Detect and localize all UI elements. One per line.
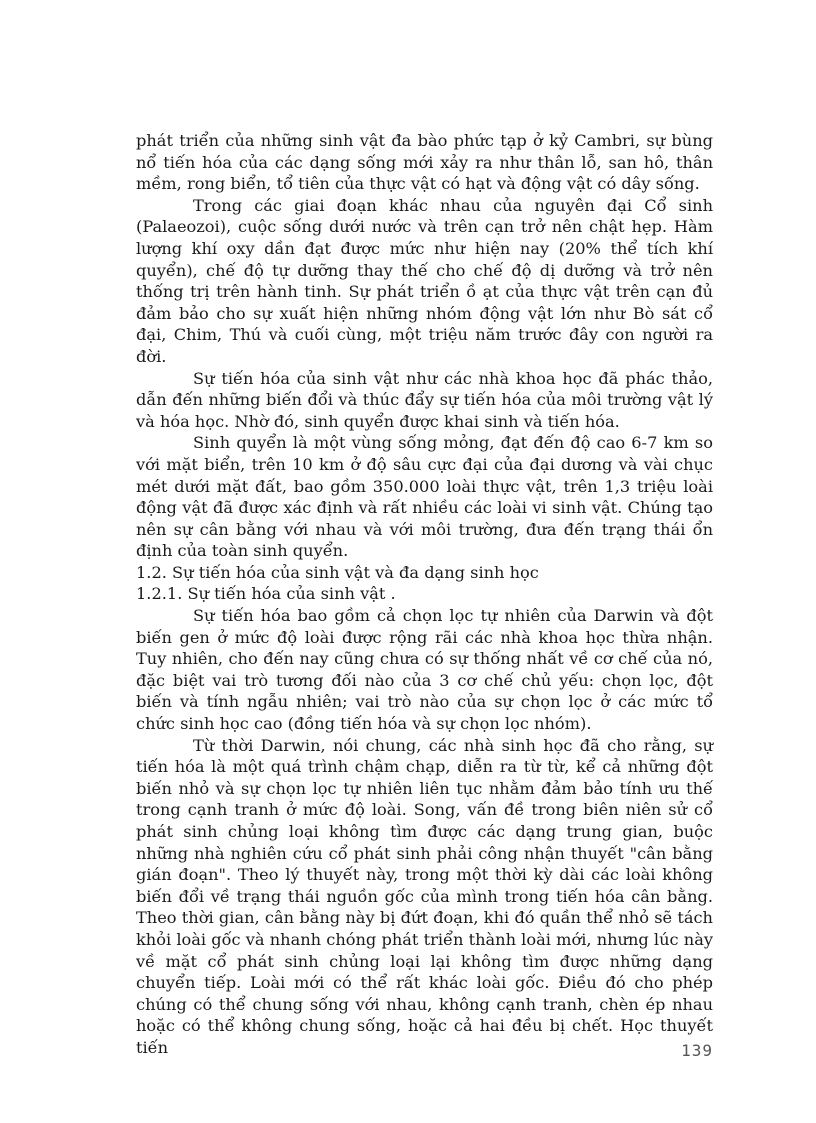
page-number: 139: [681, 1041, 713, 1060]
section-heading: 1.2. Sự tiến hóa của sinh vật và đa dạng sinh học: [136, 562, 539, 582]
paragraph-palaeozoi: Trong các giai đoạn khác nhau của nguyên đại Cổ sinh (Palaeozoi), cuộc sống dưới nước và trên cạn trở nên chật hẹp. Hàm lượng khí oxy dần đạt được mức như hiện nay (20% thể tích khí quyển), chế độ tự dưỡng thay thế cho chế độ dị dưỡng và trở nên thống trị trên hành tinh. Sự phát triển ồ ạt của thực vật trên cạn đủ đảm bảo cho sự xuất hiện những nhóm động vật lớn như Bò sát cổ đại, Chim, Thú và cuối cùng, một triệu năm trước đây con người ra đời.: [136, 195, 713, 366]
subsection-heading: 1.2.1. Sự tiến hóa của sinh vật .: [136, 584, 396, 604]
paragraph-continuation: phát triển của những sinh vật đa bào phức tạp ở kỷ Cambri, sự bùng nổ tiến hóa của các dạng sống mới xảy ra như thân lỗ, san hô, thân mềm, rong biển, tổ tiên của thực vật có hạt và động vật có dây sống.: [136, 131, 713, 194]
paragraph-punctuated-equilibrium: Từ thời Darwin, nói chung, các nhà sinh học đã cho rằng, sự tiến hóa là một quá trình chậm chạp, diễn ra từ từ, kể cả những đột biến nhỏ và sự chọn lọc tự nhiên liên tục nhằm đảm bảo tính ưu thế trong cạnh tranh ở mức độ loài. Song, vấn đề trong biên niên sử cổ phát sinh chủng loại không tìm được các dạng trung gian, buộc những nhà nghiên cứu cổ phát sinh phải công nhận thuyết "cân bằng gián đoạn". Theo lý thuyết này, trong một thời kỳ dài các loài không biến đổi về trạng thái nguồn gốc của mình trong tiến hóa cân bằng. Theo thời gian, cân bằng này bị đứt đoạn, khi đó quần thể nhỏ sẽ tách khỏi loài gốc và nhanh chóng phát triển thành loài mới, nhưng lúc này về mặt cổ phát sinh chủng loại lại không tìm được những dạng chuyển tiếp. Loài mới có thể rất khác loài gốc. Điều đó cho phép chúng có thể chung sống với nhau, không cạnh tranh, chèn ép nhau hoặc có thể không chung sống, hoặc cả hai đều bị chết. Học thuyết tiến: [136, 735, 713, 1057]
paragraph-darwin-selection: Sự tiến hóa bao gồm cả chọn lọc tự nhiên của Darwin và đột biến gen ở mức độ loài được rộng rãi các nhà khoa học thừa nhận. Tuy nhiên, cho đến nay cũng chưa có sự thống nhất về cơ chế của nó, đặc biệt vai trò tương đối nào của 3 cơ chế chủ yếu: chọn lọc, đột biến và tính ngẫu nhiên; vai trò nào của sự chọn lọc ở các mức tổ chức sinh học cao (đồng tiến hóa và sự chọn lọc nhóm).: [136, 606, 713, 734]
paragraph-biosphere: Sinh quyển là một vùng sống mỏng, đạt đến độ cao 6-7 km so với mặt biển, trên 10 km ở độ sâu cực đại của đại dương và vài chục mét dưới mặt đất, bao gồm 350.000 loài thực vật, trên 1,3 triệu loài động vật đã được xác định và rất nhiều các loài vi sinh vật. Chúng tạo nên sự cân bằng với nhau và với môi trường, đưa đến trạng thái ổn định của toàn sinh quyển.: [136, 433, 713, 561]
paragraph-evolution-environment: Sự tiến hóa của sinh vật như các nhà khoa học đã phác thảo, dẫn đến những biến đổi và thúc đẩy sự tiến hóa của môi trường vật lý và hóa học. Nhờ đó, sinh quyển được khai sinh và tiến hóa.: [136, 368, 713, 431]
document-body: [136, 130, 713, 1059]
